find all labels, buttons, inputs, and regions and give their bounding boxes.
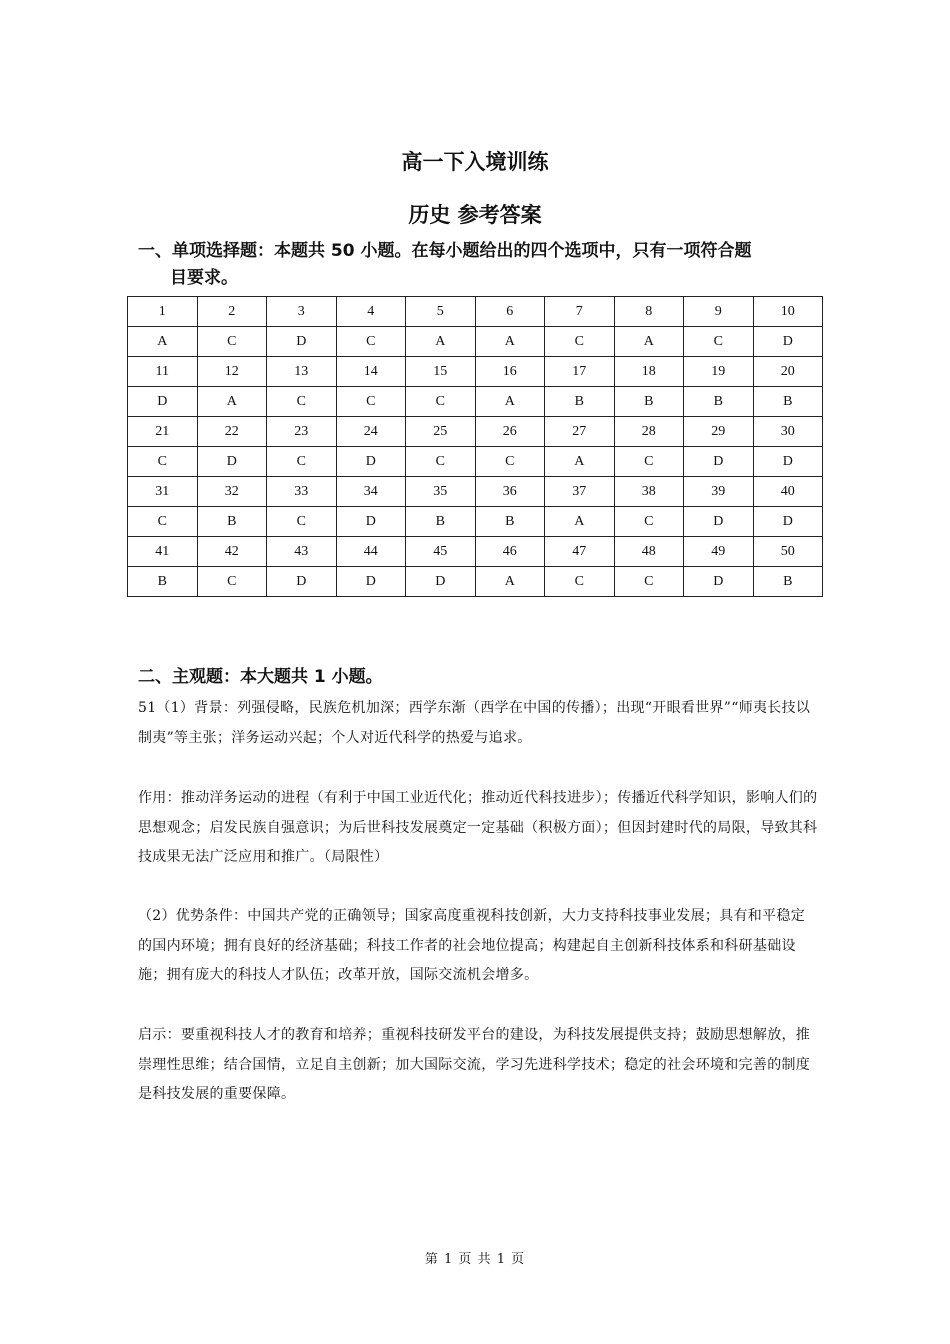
answer-cell: A — [475, 387, 545, 417]
question-number-cell: 31 — [128, 477, 198, 507]
answer-cell: C — [267, 507, 337, 537]
section2-heading: 二、主观题：本大题共 1 小题。 — [138, 667, 383, 687]
question-number-cell: 13 — [267, 357, 337, 387]
section1-heading-line1: 一、单项选择题：本题共 50 小题。在每小题给出的四个选项中，只有一项符合题 — [138, 241, 752, 261]
answer-51-2-lessons: 启示：要重视科技人才的教育和培养；重视科技研发平台的建设，为科技发展提供支持；鼓励思想解放，推崇理性思维；结合国情，立足自主创新；加大国际交流，学习先进科学技术；稳定的社会环境和完善的制度是科技发展的重要保障。 — [138, 1027, 811, 1102]
answer-cell: B — [197, 507, 267, 537]
question-number-cell: 33 — [267, 477, 337, 507]
question-number-cell: 34 — [336, 477, 406, 507]
question-number-cell: 50 — [753, 537, 823, 567]
answer-cell: C — [406, 387, 476, 417]
answer-cell: D — [406, 567, 476, 597]
answer-cell: C — [128, 507, 198, 537]
answer-cell: B — [475, 507, 545, 537]
question-number-cell: 47 — [545, 537, 615, 567]
question-number-cell: 19 — [684, 357, 754, 387]
question-number-cell: 44 — [336, 537, 406, 567]
question-number-cell: 35 — [406, 477, 476, 507]
answer-cell: A — [545, 447, 615, 477]
question-number-row — [128, 537, 823, 567]
question-number-cell: 46 — [475, 537, 545, 567]
answer-table-body — [128, 297, 823, 597]
answer-cell: A — [128, 327, 198, 357]
question-number-cell: 41 — [128, 537, 198, 567]
answer-cell: B — [753, 387, 823, 417]
section1-heading-line2: 目要求。 — [170, 268, 238, 288]
answer-cell: D — [267, 567, 337, 597]
page-title: 高一下入境训练 — [401, 150, 549, 174]
question-number-cell: 38 — [614, 477, 684, 507]
answer-cell: B — [684, 387, 754, 417]
question-number-row — [128, 297, 823, 327]
answer-cell: D — [128, 387, 198, 417]
question-number-cell: 8 — [614, 297, 684, 327]
question-number-cell: 15 — [406, 357, 476, 387]
page-subtitle: 历史 参考答案 — [408, 203, 542, 227]
answer-cell: C — [336, 327, 406, 357]
answer-cell: B — [128, 567, 198, 597]
answer-row — [128, 447, 823, 477]
question-number-cell: 32 — [197, 477, 267, 507]
question-number-cell: 18 — [614, 357, 684, 387]
answer-cell: D — [336, 567, 406, 597]
answer-cell: D — [753, 447, 823, 477]
question-number-cell: 30 — [753, 417, 823, 447]
answer-cell: C — [406, 447, 476, 477]
answer-cell: C — [614, 567, 684, 597]
answer-cell: D — [267, 327, 337, 357]
question-number-cell: 48 — [614, 537, 684, 567]
question-number-cell: 49 — [684, 537, 754, 567]
question-number-cell: 14 — [336, 357, 406, 387]
question-number-cell: 2 — [197, 297, 267, 327]
question-number-cell: 12 — [197, 357, 267, 387]
question-number-cell: 42 — [197, 537, 267, 567]
question-number-row — [128, 417, 823, 447]
question-number-cell: 4 — [336, 297, 406, 327]
answer-row — [128, 567, 823, 597]
answer-51-2-advantages: （2）优势条件：中国共产党的正确领导；国家高度重视科技创新，大力支持科技事业发展；具有和平稳定的国内环境；拥有良好的经济基础；科技工作者的社会地位提高；构建起自主创新科技体系和科研基础设施；拥有庞大的科技人才队伍；改革开放，国际交流机会增多。 — [138, 908, 806, 983]
answer-cell: C — [684, 327, 754, 357]
question-number-cell: 10 — [753, 297, 823, 327]
question-number-row — [128, 357, 823, 387]
question-number-cell: 23 — [267, 417, 337, 447]
answer-cell: A — [545, 507, 615, 537]
answer-cell: D — [753, 507, 823, 537]
answer-row — [128, 387, 823, 417]
answer-cell: A — [197, 387, 267, 417]
answer-cell: C — [267, 447, 337, 477]
question-number-cell: 22 — [197, 417, 267, 447]
question-number-cell: 16 — [475, 357, 545, 387]
answer-cell: B — [545, 387, 615, 417]
question-number-cell: 37 — [545, 477, 615, 507]
answer-row — [128, 507, 823, 537]
answer-cell: C — [545, 327, 615, 357]
answer-cell: D — [684, 447, 754, 477]
answer-cell: A — [475, 327, 545, 357]
question-number-cell: 24 — [336, 417, 406, 447]
question-number-cell: 20 — [753, 357, 823, 387]
answer-cell: A — [614, 327, 684, 357]
question-number-cell: 6 — [475, 297, 545, 327]
question-number-row — [128, 477, 823, 507]
question-number-cell: 17 — [545, 357, 615, 387]
question-number-cell: 39 — [684, 477, 754, 507]
question-number-cell: 7 — [545, 297, 615, 327]
answer-cell: A — [406, 327, 476, 357]
answer-cell: D — [336, 507, 406, 537]
answer-table — [127, 296, 823, 597]
answer-cell: C — [545, 567, 615, 597]
section1-heading — [138, 238, 828, 292]
answer-cell: B — [406, 507, 476, 537]
answer-cell: C — [614, 507, 684, 537]
answer-cell: B — [614, 387, 684, 417]
answer-cell: D — [684, 567, 754, 597]
question-number-cell: 9 — [684, 297, 754, 327]
answer-cell: D — [336, 447, 406, 477]
question-number-cell: 25 — [406, 417, 476, 447]
answer-cell: C — [336, 387, 406, 417]
answer-cell: B — [753, 567, 823, 597]
answer-51-1-effect: 作用：推动洋务运动的进程（有利于中国工业近代化；推动近代科技进步）；传播近代科学知识，影响人们的思想观念；启发民族自强意识；为后世科技发展奠定一定基础（积极方面）；但因封建时代的局限，导致其科技成果无法广泛应用和推广。（局限性） — [138, 790, 818, 865]
question-number-cell: 5 — [406, 297, 476, 327]
question-number-cell: 27 — [545, 417, 615, 447]
page-footer: 第 1 页 共 1 页 — [424, 1252, 526, 1267]
answer-51-1-background: 51（1）背景：列强侵略，民族危机加深；西学东渐（西学在中国的传播）；出现“开眼看世界”“师夷长技以制夷”等主张；洋务运动兴起；个人对近代科学的热爱与追求。 — [138, 700, 811, 746]
answer-cell: D — [684, 507, 754, 537]
answer-cell: D — [753, 327, 823, 357]
question-number-cell: 45 — [406, 537, 476, 567]
answer-cell: C — [128, 447, 198, 477]
question-number-cell: 21 — [128, 417, 198, 447]
answer-cell: C — [197, 567, 267, 597]
answer-cell: C — [267, 387, 337, 417]
question-number-cell: 43 — [267, 537, 337, 567]
answer-cell: D — [197, 447, 267, 477]
question-number-cell: 28 — [614, 417, 684, 447]
answer-cell: C — [475, 447, 545, 477]
answer-cell: A — [475, 567, 545, 597]
question-number-cell: 26 — [475, 417, 545, 447]
question-number-cell: 3 — [267, 297, 337, 327]
question-number-cell: 1 — [128, 297, 198, 327]
question-number-cell: 40 — [753, 477, 823, 507]
question-number-cell: 36 — [475, 477, 545, 507]
answer-cell: C — [197, 327, 267, 357]
question-number-cell: 29 — [684, 417, 754, 447]
answer-cell: C — [614, 447, 684, 477]
answer-row — [128, 327, 823, 357]
question-number-cell: 11 — [128, 357, 198, 387]
